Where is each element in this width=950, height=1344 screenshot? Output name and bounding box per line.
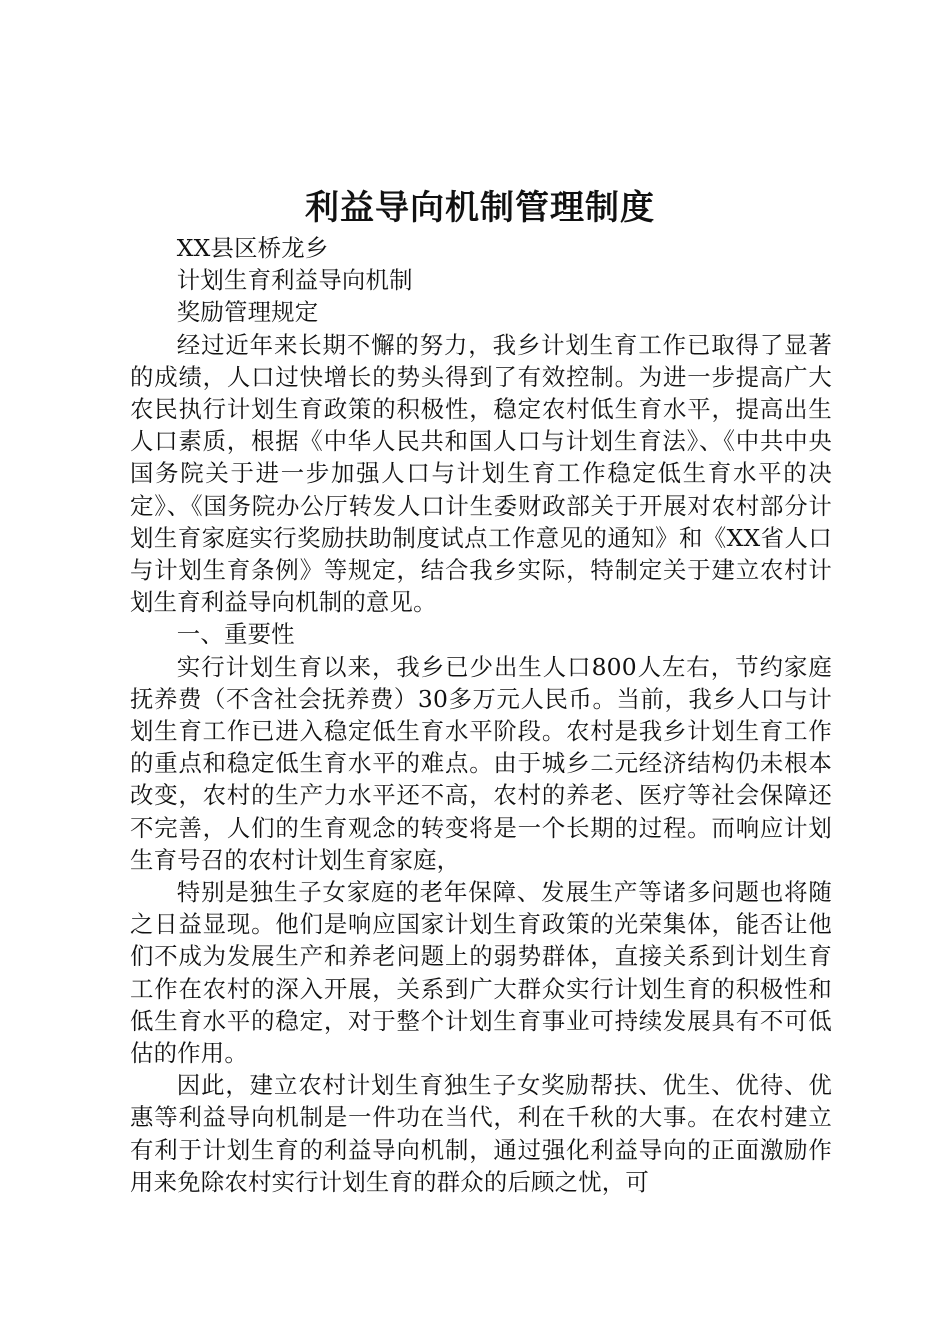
paragraph-body: 实行计划生育以来，我乡已少出生人口800人左右，节约家庭抚养费（不含社会抚养费）30多万元人民币。当前，我乡人口与计划生育工作已进入稳定低生育水平阶段。农村是我乡计划生育工作的重点和稳定低生育水平的难点。由于城乡二元经济结构仍未根本改变，农村的生产力水平还不高，农村的养老、医疗等社会保障还不完善，人们的生育观念的转变将是一个长期的过程。而响应计划生育号召的农村计划生育家庭， xyxy=(130,652,832,874)
paragraph-subject: 计划生育利益导向机制 xyxy=(176,266,413,295)
paragraph-body: 因此，建立农村计划生育独生子女奖励帮扶、优生、优待、优惠等利益导向机制是一件功在当代，利在千秋的大事。在农村建立有利于计划生育的利益导向机制，通过强化利益导向的正面激励作用来免除农村实行计划生育的群众的后顾之忧，可 xyxy=(130,1071,832,1196)
paragraph-organization: XX县区桥龙乡 xyxy=(176,234,329,262)
document-body xyxy=(130,232,832,1198)
paragraph-rule-name: 奖励管理规定 xyxy=(176,298,319,327)
section-heading-importance: 一、重要性 xyxy=(176,620,295,649)
paragraph-intro: 经过近年来长期不懈的努力，我乡计划生育工作已取得了显著的成绩，人口过快增长的势头得到了有效控制。为进一步提高广大农民执行计划生育政策的积极性，稳定农村低生育水平，提高出生人口素质，根据《中华人民共和国人口与计划生育法》、《中共中央国务院关于进一步加强人口与计划生育工作稳定低生育水平的决定》、《国务院办公厅转发人口计生委财政部关于开展对农村部分计划生育家庭实行奖励扶助制度试点工作意见的通知》和《XX省人口与计划生育条例》等规定，结合我乡实际，特制定关于建立农村计划生育利益导向机制的意见。 xyxy=(130,330,832,617)
document-title: 利益导向机制管理制度 xyxy=(305,188,655,228)
paragraph-body: 特别是独生子女家庭的老年保障、发展生产等诸多问题也将随之日益显现。他们是响应国家计划生育政策的光荣集体，能否让他们不成为发展生产和养老问题上的弱势群体，直接关系到计划生育工作在农村的深入开展，关系到广大群众实行计划生育的积极性和低生育水平的稳定，对于整个计划生育事业可持续发展具有不可低估的作用。 xyxy=(130,878,832,1068)
